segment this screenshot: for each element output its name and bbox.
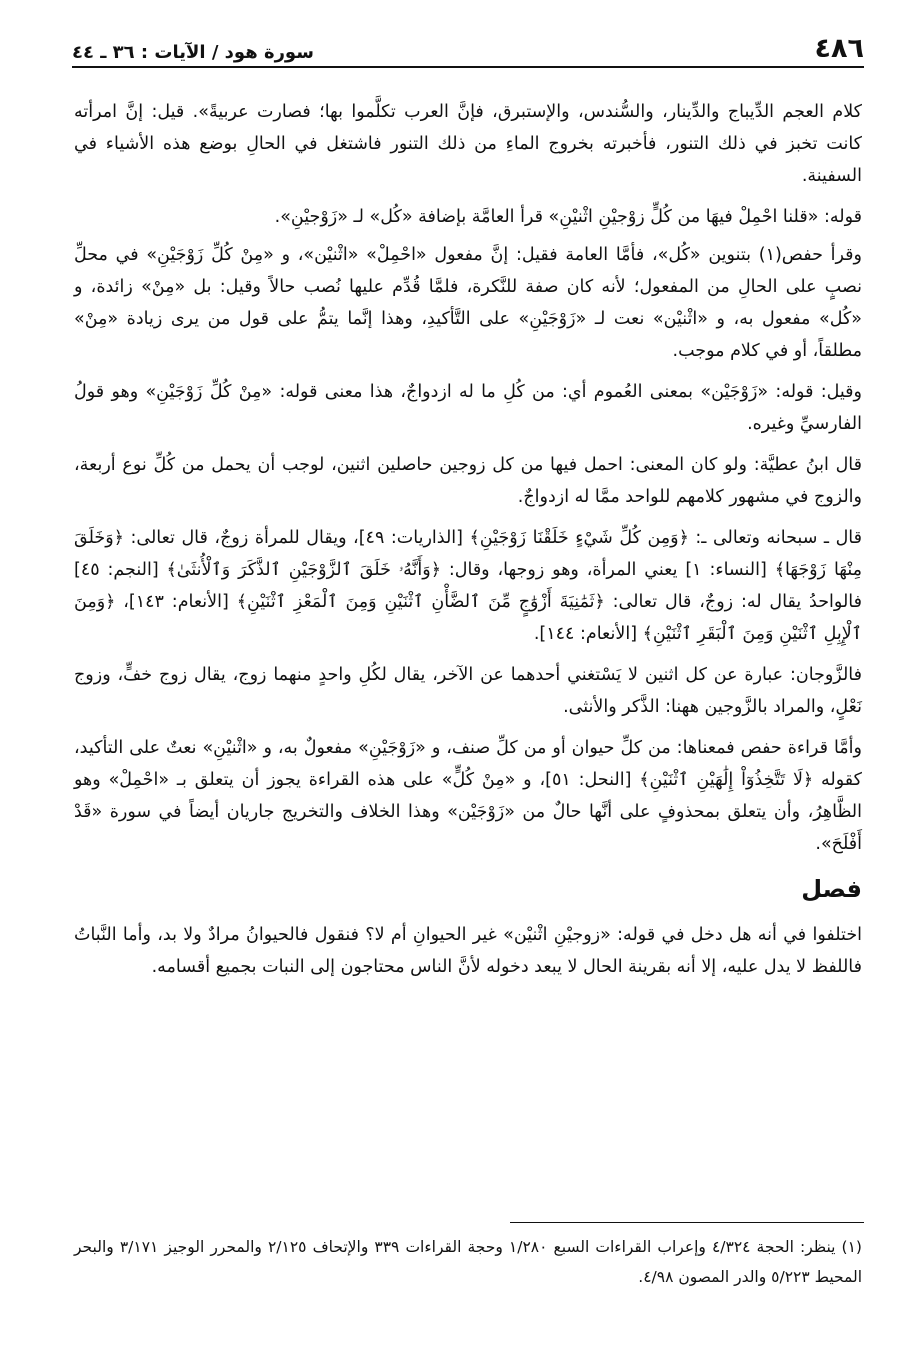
- paragraph: وقرأ حفص(١) بتنوين «كُل»، فأمَّا العامة فقيل: إنَّ مفعول «احْمِلْ» «اثْنيْن»، و «مِنْ كُلِّ زَوْجَيْنِ» في محلِّ نصبٍ على الحالِ من المفعول؛ لأنه كان صفة للنَّكرة، فلمَّا قُدِّم عليها نُصب حالاً وقيل: بل «مِنْ» زائدة، و «كُل» مفعول به، و «اثْنيْن» نعت لـ «زَوْجَيْنِ» على التَّأكيدِ، وهذا إنَّما يتمُّ على قول من يرى زيادة «مِنْ» مطلقاً، أو في كلام موجب.: [74, 245, 862, 361]
- paragraph: اختلفوا في أنه هل دخل في قوله: «زوجيْنِ اثْنيْن» غير الحيوانِ أم لا؟ فنقول فالحيوانُ مرادٌ ولا بد، وأما النَّباتُ فاللفظ لا يدل عليه، إلا أنه بقرينة الحال لا يبعد دخوله لأنَّ الناس محتاجون إلى النبات بجميع أقسامه.: [74, 925, 862, 977]
- page-header: [72, 34, 864, 68]
- paragraph: وقيل: قوله: «زَوْجَيْن» بمعنى العُموم أي: من كُلِ ما له ازدواجٌ، هذا معنى قوله: «مِنْ كُلِّ زَوْجَيْنِ» وهو قولُ الفارسيِّ وغيره.: [74, 382, 862, 434]
- paragraph: قال ابنُ عطيَّة: ولو كان المعنى: احمل فيها من كل زوجين حاصلين اثنين، لوجب أن يحمل من كُلِّ نوع أربعة، والزوج في مشهور كلامهم للواحد ممَّا له ازدواجٌ.: [74, 455, 862, 507]
- paragraph: فالزَّوجان: عبارة عن كل اثنين لا يَسْتغني أحدهما عن الآخر، يقال لكُلِ واحدٍ منهما زوج، يقال زوج خفٍّ، وزوج نَعْلٍ، والمراد بالزَّوجين ههنا: الذَّكر والأنثى.: [74, 665, 862, 717]
- paragraph: وأمَّا قراءة حفص فمعناها: من كلِّ حيوان أو من كلِّ صنف، و «زَوْجَيْنِ» مفعولٌ به، و «اثْنيْنِ» نعتٌ على التأكيد، كقوله ﴿لَا تَتَّخِذُوٓاْ إِلَٰهَيْنِ ٱثْنَيْنِ﴾ [النحل: ٥١]، و «مِنْ كُلٍّ» على هذه القراءة يجوز أن يتعلق بـ «احْمِلْ» وهو الظَّاهِرُ، وأن يتعلق بمحذوفٍ على أنَّها حالٌ من «زَوْجَيْن» وهذا الخلاف والتخريج جاريان أيضاً في سورة «قَدْ أَفْلَحَ».: [74, 738, 862, 854]
- footnote-divider: [510, 1222, 864, 1223]
- footnote: (١) ينظر: الحجة ٤/٣٢٤ وإعراب القراءات السبع ١/٢٨٠ وحجة القراءات ٣٣٩ والإتحاف ٢/١٢٥ والمحرر الوجيز ٣/١٧١ والبحر المحيط ٥/٢٢٣ والدر المصون ٤/٩٨.: [74, 1238, 862, 1286]
- page-number: ٤٨٦: [814, 33, 864, 64]
- section-heading: فصل: [801, 875, 862, 903]
- paragraph: قال ـ سبحانه وتعالى ـ: ﴿وَمِن كُلِّ شَيْءٍ خَلَقْنَا زَوْجَيْنِ﴾ [الذاريات: ٤٩]، ويقال للمرأة زوجٌ، قال تعالى: ﴿وَخَلَقَ مِنْهَا زَوْجَهَا﴾ [النساء: ١] يعني المرأة، وهو زوجها، وقال: ﴿وَأَنَّهُۥ خَلَقَ ٱلزَّوْجَيْنِ ٱلذَّكَرَ وَٱلْأُنثَىٰ﴾ [النجم: ٤٥] فالواحدُ يقال له: زوجٌ، قال تعالى: ﴿ثَمَٰنِيَةَ أَزْوَٰجٍ مِّنَ ٱلضَّأْنِ ٱثْنَيْنِ وَمِنَ ٱلْمَعْزِ ٱثْنَيْنِ﴾ [الأنعام: ١٤٣]، ﴿وَمِنَ ٱلْإِبِلِ ٱثْنَيْنِ وَمِنَ ٱلْبَقَرِ ٱثْنَيْنِ﴾ [الأنعام: ١٤٤].: [74, 528, 863, 644]
- paragraph: كلام العجم الدِّيباج والدِّينار، والسُّندس، والإستبرق، فإنَّ العرب تكلَّموا بها؛ فصارت عربيةً». قيل: إنَّ امرأته كانت تخبز في ذلك التنور، فأخبرته بخروج الماءِ من ذلك التنور فاشتغل في الحالِ بوضع هذه الأشياء في السفينة.: [74, 102, 862, 186]
- paragraph: قوله: «قلنا احْمِلْ فيهَا من كُلٍّ زوْجيْنِ اثْنيْنِ» قرأ العامَّة بإضافة «كُل» لـ «زَوْجيْنِ».: [274, 207, 862, 227]
- main-text: [74, 96, 862, 992]
- running-title: سورة هود / الآيات : ٣٦ ـ ٤٤: [72, 42, 314, 63]
